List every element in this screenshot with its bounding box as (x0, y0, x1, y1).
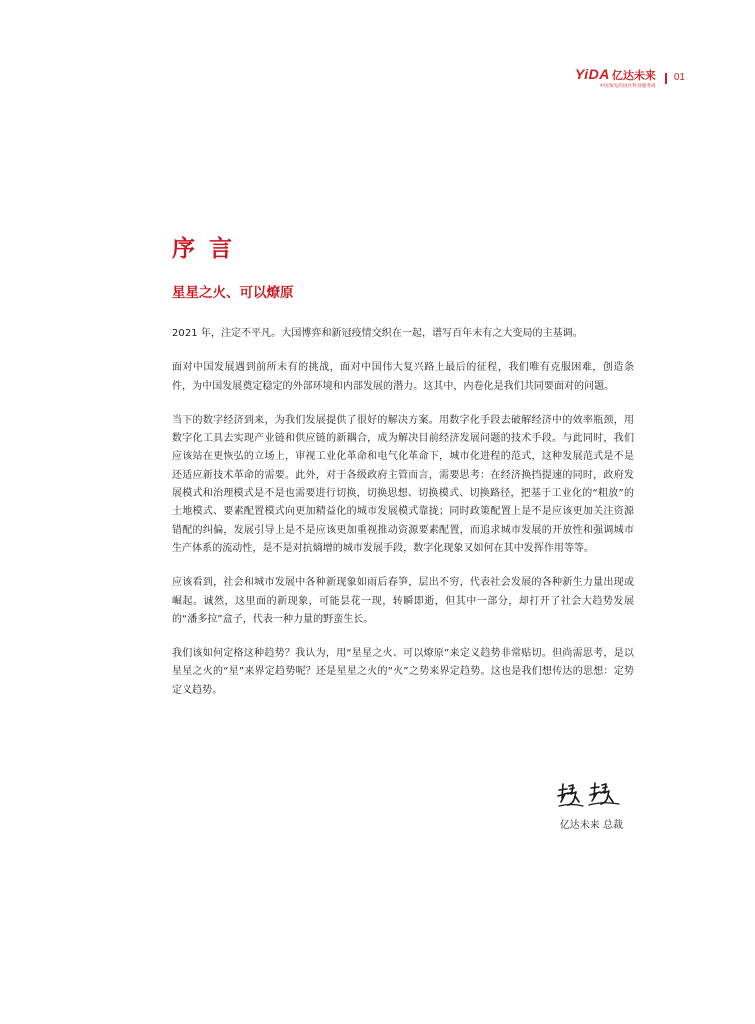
paragraph: 我们该如何定格这种趋势？我认为，用“星星之火、可以燎原”来定义趋势非常贴切。但尚需思考，是以星星之火的“星”来界定趋势呢？还是星星之火的“火”之势来界定趋势。这也是我们想传达的思想：定势定义趋势。 (172, 648, 634, 696)
paragraph: 应该看到，社会和城市发展中各种新现象如雨后春笋，层出不穷，代表社会发展的各种新生力量出现或崛起。诚然，这里面的新现象，可能昙花一现，转瞬即逝，但其中一部分，却打开了社会大趋势发展的“潘多拉”盒子，代表一种力量的野蛮生长。 (172, 577, 634, 625)
company-logo (575, 67, 656, 89)
page-number: 01 (673, 72, 685, 83)
page-subtitle: 星星之火、可以燎原 (172, 285, 294, 301)
logo-wordmark (575, 67, 656, 81)
body-text (172, 325, 634, 700)
paragraph: 2021 年，注定不平凡。大国博弈和新冠疫情交织在一起，谱写百年未有之大变局的主基调。 (172, 328, 583, 339)
handwritten-signature (555, 780, 623, 810)
logo-chinese-name: 亿达未来 (611, 69, 656, 82)
signature-block (555, 780, 623, 831)
paragraph: 当下的数字经济到来，为我们发展提供了很好的解决方案。用数字化手段去破解经济中的效率瓶颈，用数字化工具去实现产业链和供应链的新耦合，成为解决目前经济发展问题的技术手段。与此同时，我们应该站在更恢弘的立场上，审视工业化革命和电气化革命下，城市化进程的范式，这种发展范式是不是还适应新技术革命的需要。此外，对于各级政府主管而言，需要思考：在经济换挡提速的同时，政府发展模式和治理模式是不是也需要进行切换，切换思想、切换模式、切换路径，把基于工业化的“粗放”的土地模式、要素配置模式向更加精益化的城市发展模式靠拢；同时政策配置上是不是应该更加关注资源错配的纠偏，发展引导上是不是应该更加重视推动资源要素配置，而追求城市发展的开放性和强调城市生产体系的流动性，是不是对抗熵增的城市发展手段，数字化现象又如何在其中发挥作用等等。 (172, 414, 634, 554)
page-title: 序 言 (172, 236, 236, 262)
page-header (575, 64, 685, 92)
logo-brand-text: YiDA (574, 66, 610, 82)
paragraph: 面对中国发展遇到前所未有的挑战，面对中国伟大复兴路上最后的征程，我们唯有克服困难，创造条件，为中国发展奠定稳定的外部环境和内部发展的潜力。这其中，内卷化是我们共同要面对的问题。 (172, 362, 634, 392)
signature-title: 亿达未来 总裁 (559, 820, 623, 831)
logo-tagline: 中国领先的园区科技服务商 (599, 84, 656, 89)
header-divider (665, 73, 667, 84)
preface-content (172, 232, 634, 716)
